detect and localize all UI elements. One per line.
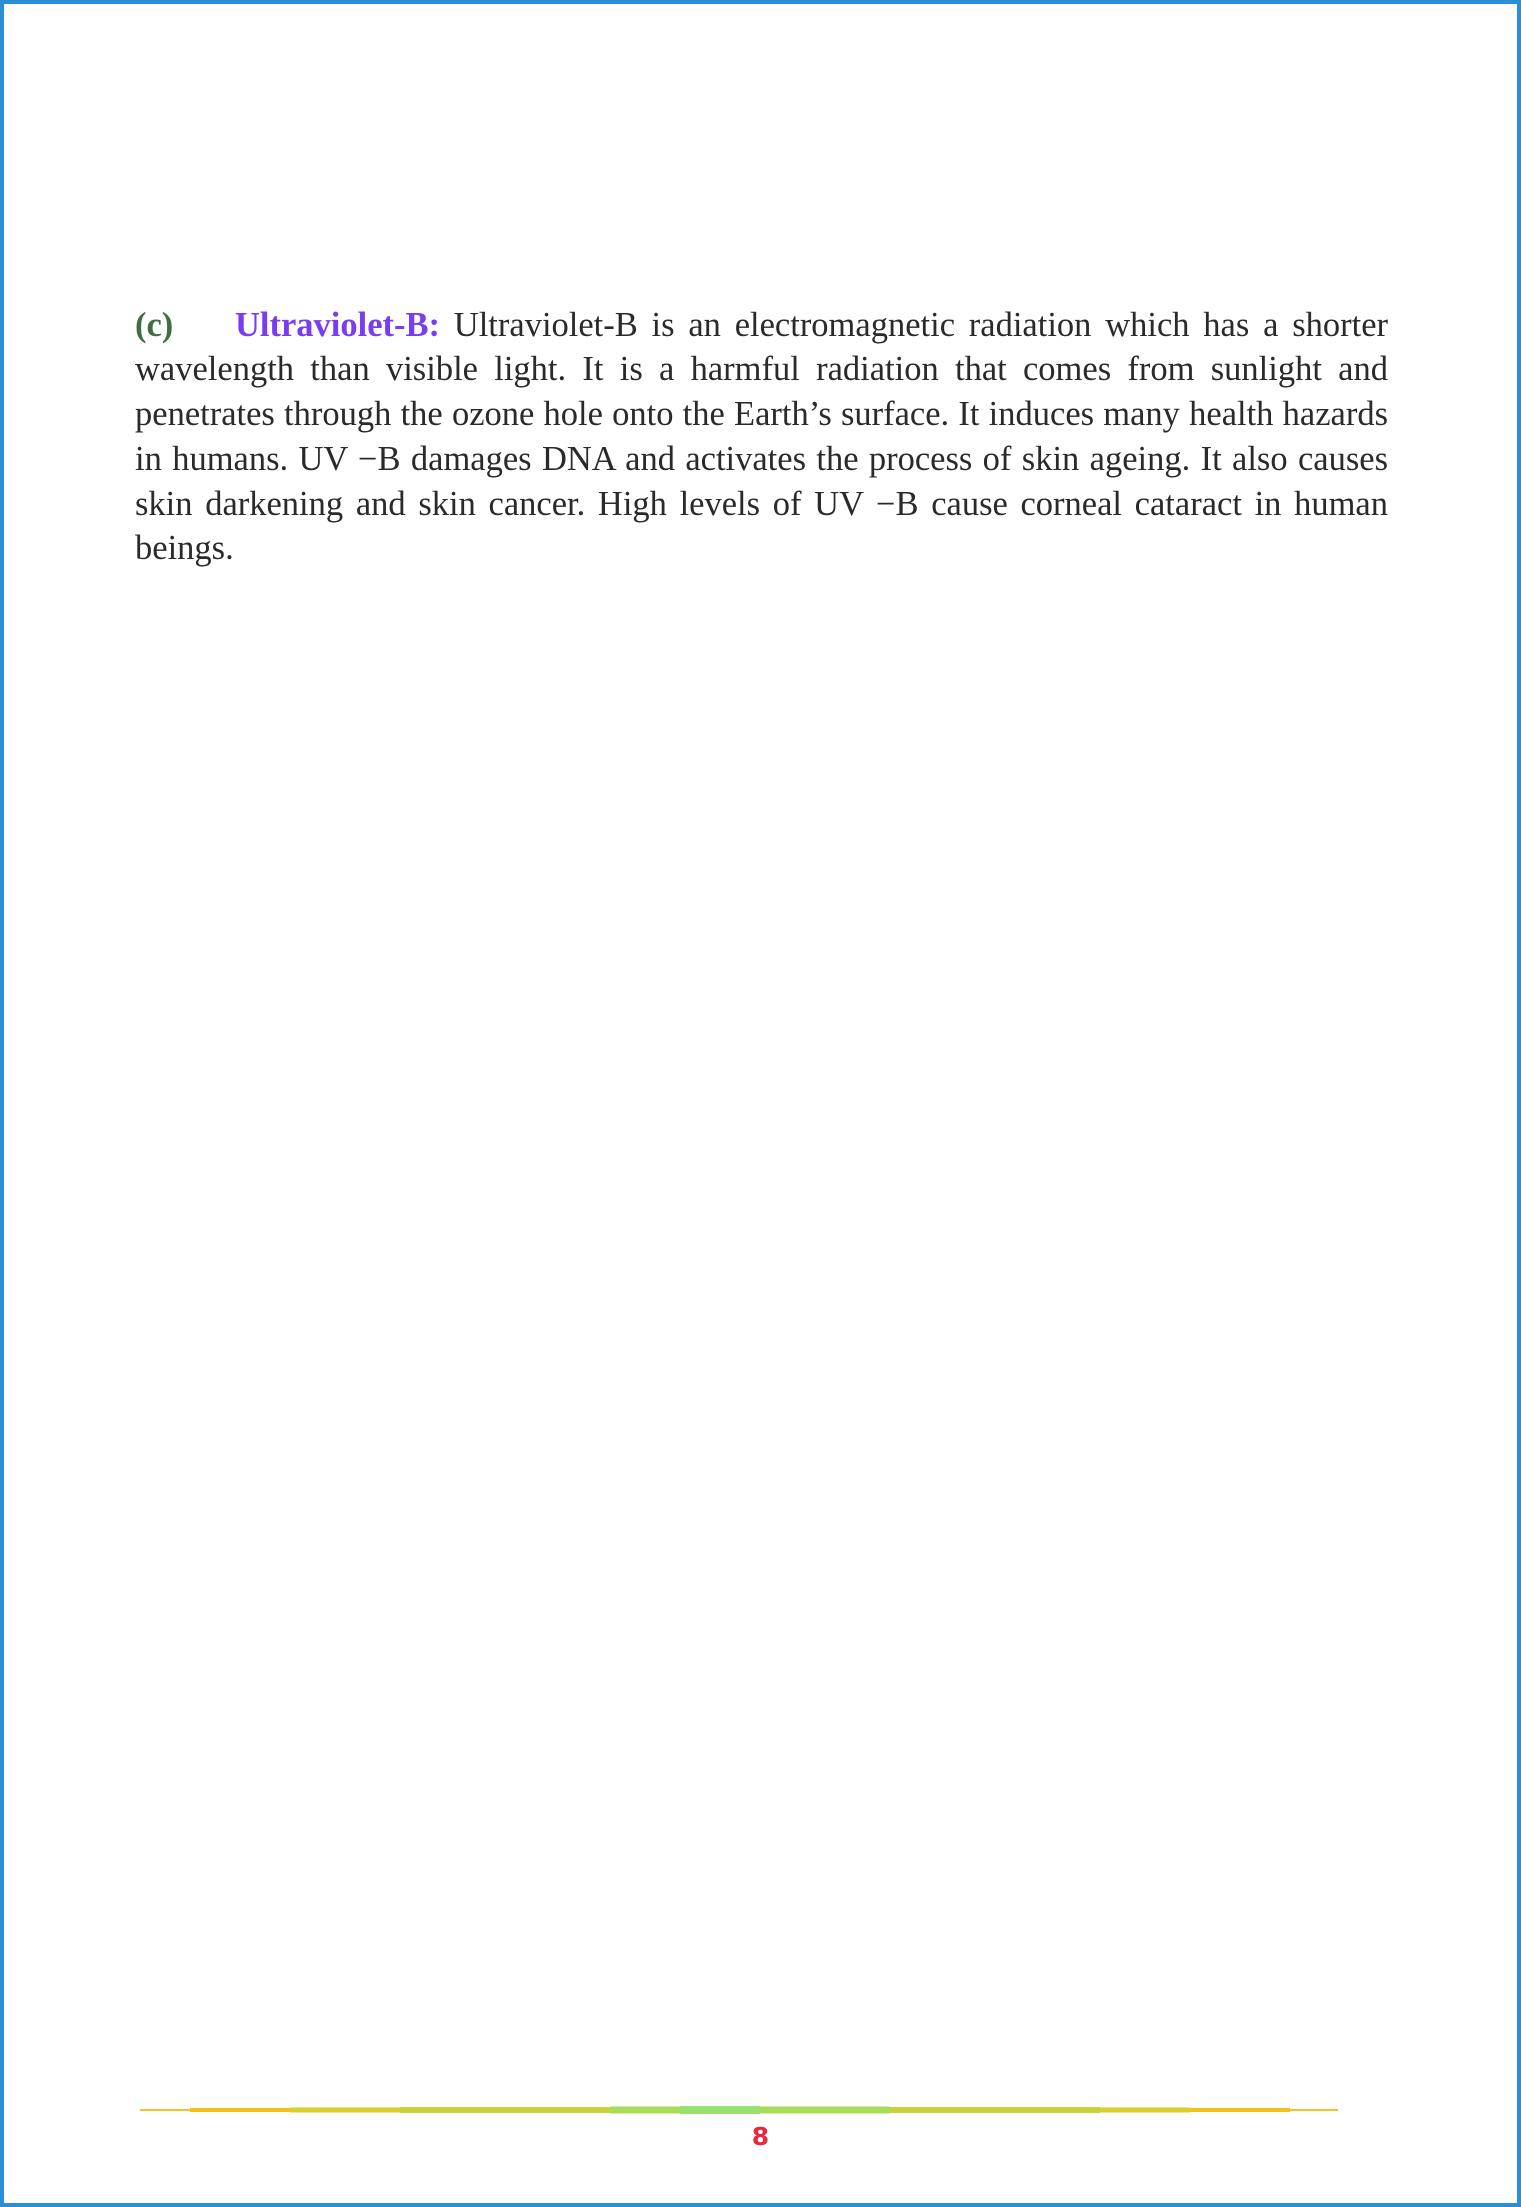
section-label: (c) xyxy=(135,305,174,344)
page-number: 8 xyxy=(751,2122,770,2151)
section-term: Ultraviolet-B: xyxy=(235,305,441,344)
section-c-paragraph xyxy=(135,303,1388,572)
decorative-divider xyxy=(140,2106,1338,2114)
section-body: Ultraviolet-B is an electromagnetic radiation which has a shorter wavelength than visible light. It is a harmful radiation that comes from sunlight and penetrates through the ozone hole onto the Earth’s surface. It induces many health hazards in humans. UV −B damages DNA and activates the process of skin ageing. It also causes skin darkening and skin cancer. High levels of UV −B cause corneal cataract in human beings. xyxy=(135,305,1388,568)
